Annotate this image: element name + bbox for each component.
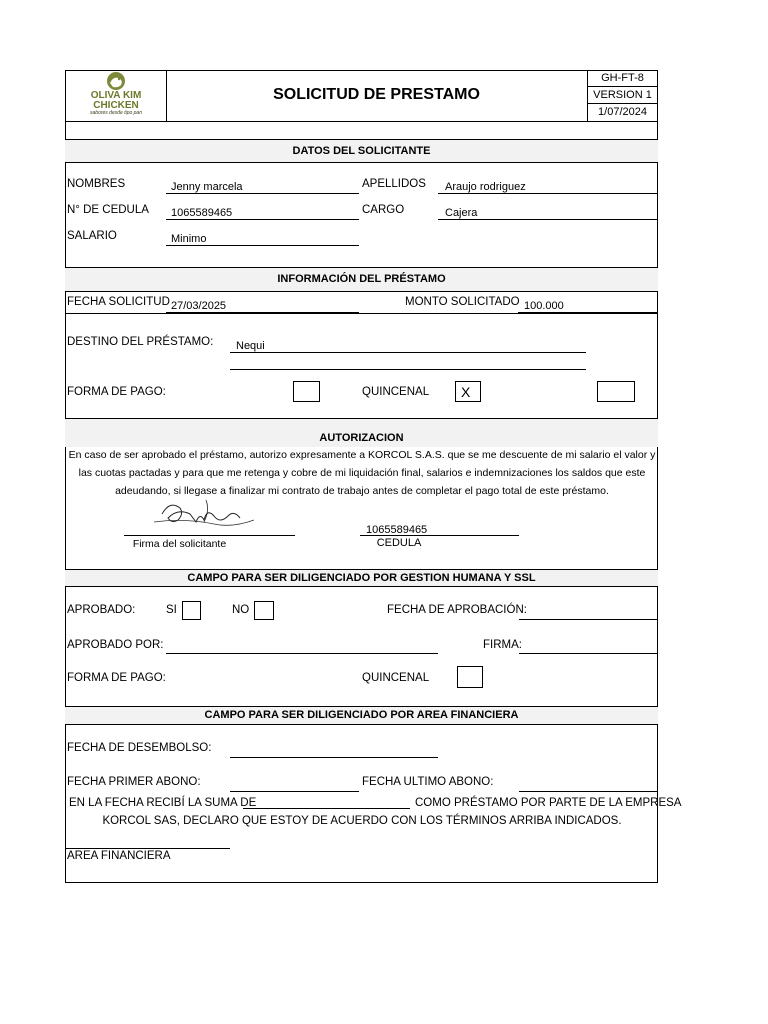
section-gestion-humana: CAMPO PARA SER DILIGENCIADO POR GESTION HUMANA Y SSL	[65, 569, 658, 587]
autorizacion-line-1: En caso de ser aprobado el préstamo, autorizo expresamente a KORCOL S.A.S. que se me descuente de mi salario el valor y	[68, 449, 656, 461]
quincenal-gh-checkbox[interactable]	[457, 666, 483, 688]
forma-pago-checkbox[interactable]	[293, 381, 320, 402]
fecha-solicitud-value: 27/03/2025	[171, 300, 227, 312]
area-financiera-label: AREA FINANCIERA	[67, 850, 171, 862]
cedula-firma-value: 1065589465	[366, 524, 428, 536]
page-title: SOLICITUD DE PRESTAMO	[273, 86, 480, 103]
forma-pago-gh-label: FORMA DE PAGO:	[67, 672, 166, 684]
fecha-desembolso-underline	[230, 757, 438, 758]
destino-value: Nequi	[236, 340, 265, 352]
autorizacion-line-2: las cuotas pactadas y para que me retenga y cobre de mi liquidación final, salarios e indemnizaciones los saldos que este	[78, 467, 646, 479]
firma-solicitante-label: Firma del solicitante	[132, 538, 227, 550]
firma-gh-underline	[519, 653, 658, 654]
aprobado-no-checkbox[interactable]	[254, 601, 274, 620]
quincenal-gh-label: QUINCENAL	[362, 672, 430, 684]
autorizacion-line-3: adeudando, si llegase a finalizar mi contrato de trabajo antes de completar el pago total de este préstamo.	[115, 485, 609, 497]
recibi-text-post: COMO PRÉSTAMO POR PARTE DE LA EMPRESA	[415, 797, 682, 809]
version-cell-line	[587, 103, 658, 104]
apellidos-value: Araujo rodriguez	[445, 181, 526, 193]
fecha-ultimo-abono-underline	[519, 791, 658, 792]
aprobado-por-label: APROBADO POR:	[67, 639, 164, 651]
doc-version: VERSION 1	[593, 89, 652, 101]
quincenal-mark: X	[461, 384, 471, 400]
quincenal-label: QUINCENAL	[362, 386, 430, 398]
code-cell-line	[587, 86, 658, 87]
nombres-value: Jenny marcela	[171, 181, 243, 193]
nombres-label: NOMBRES	[67, 178, 126, 190]
fecha-primer-abono-underline	[230, 791, 359, 792]
cedula-underline	[166, 219, 359, 220]
section-financiera: CAMPO PARA SER DILIGENCIADO POR AREA FINANCIERA	[65, 706, 658, 725]
doc-date: 1/07/2024	[598, 106, 647, 118]
si-label: SI	[166, 604, 177, 616]
mensual-checkbox[interactable]	[597, 381, 635, 402]
logo-text: OLIVA KIM CHICKEN	[90, 90, 142, 111]
destino-underline-2	[230, 369, 586, 370]
recibi-text-pre: EN LA FECHA RECIBÍ LA SUMA DE	[69, 797, 257, 809]
salario-value: Minimo	[171, 233, 207, 245]
fecha-primer-abono-label: FECHA PRIMER ABONO:	[67, 776, 201, 788]
section-solicitante: DATOS DEL SOLICITANTE	[65, 139, 658, 163]
cargo-underline	[438, 219, 658, 220]
aprobado-si-checkbox[interactable]	[182, 601, 201, 620]
fecha-ultimo-abono-label: FECHA ULTIMO ABONO:	[362, 776, 494, 788]
apellidos-underline	[438, 193, 658, 194]
apellidos-label: APELLIDOS	[362, 178, 426, 190]
logo-tagline: sabores desde tipo pan	[90, 110, 142, 116]
fecha-solicitud-label: FECHA SOLICITUD	[67, 296, 170, 308]
firma-underline	[124, 535, 295, 536]
section-prestamo: INFORMACIÓN DEL PRÉSTAMO	[65, 267, 658, 292]
header-bottom-line	[65, 121, 658, 122]
handwritten-signature	[150, 492, 260, 534]
fecha-aprobacion-label: FECHA DE APROBACIÓN:	[387, 604, 527, 616]
doc-code: GH-FT-8	[601, 72, 644, 84]
aprobado-por-underline	[166, 653, 438, 654]
salario-underline	[166, 245, 359, 246]
firma-gh-label: FIRMA:	[483, 639, 522, 651]
destino-underline-1	[230, 352, 586, 353]
forma-pago-label: FORMA DE PAGO:	[67, 386, 166, 398]
destino-label: DESTINO DEL PRÉSTAMO:	[67, 336, 214, 348]
monto-value: 100.000	[524, 300, 564, 312]
nombres-underline	[166, 193, 359, 194]
no-label: NO	[232, 604, 250, 616]
monto-label: MONTO SOLICITADO	[405, 296, 520, 308]
cedula-label: N° DE CEDULA	[67, 204, 149, 216]
company-logo	[70, 71, 162, 119]
aprobado-label: APROBADO:	[67, 604, 136, 616]
cedula-firma-label: CEDULA	[376, 537, 422, 549]
section-autorizacion: AUTORIZACION	[65, 418, 658, 447]
cargo-value: Cajera	[445, 207, 478, 219]
fecha-desembolso-label: FECHA DE DESEMBOLSO:	[67, 742, 212, 754]
recibi-suma-underline	[243, 808, 410, 809]
salario-label: SALARIO	[67, 230, 117, 242]
quincenal-checkbox[interactable]	[455, 381, 481, 402]
prestamo-row-divider	[65, 313, 658, 314]
cargo-label: CARGO	[362, 204, 405, 216]
declaro-text: KORCOL SAS, DECLARO QUE ESTOY DE ACUERDO CON LOS TÉRMINOS ARRIBA INDICADOS.	[102, 815, 622, 827]
cedula-value: 1065589465	[171, 207, 233, 219]
fecha-aprobacion-underline	[519, 619, 658, 620]
